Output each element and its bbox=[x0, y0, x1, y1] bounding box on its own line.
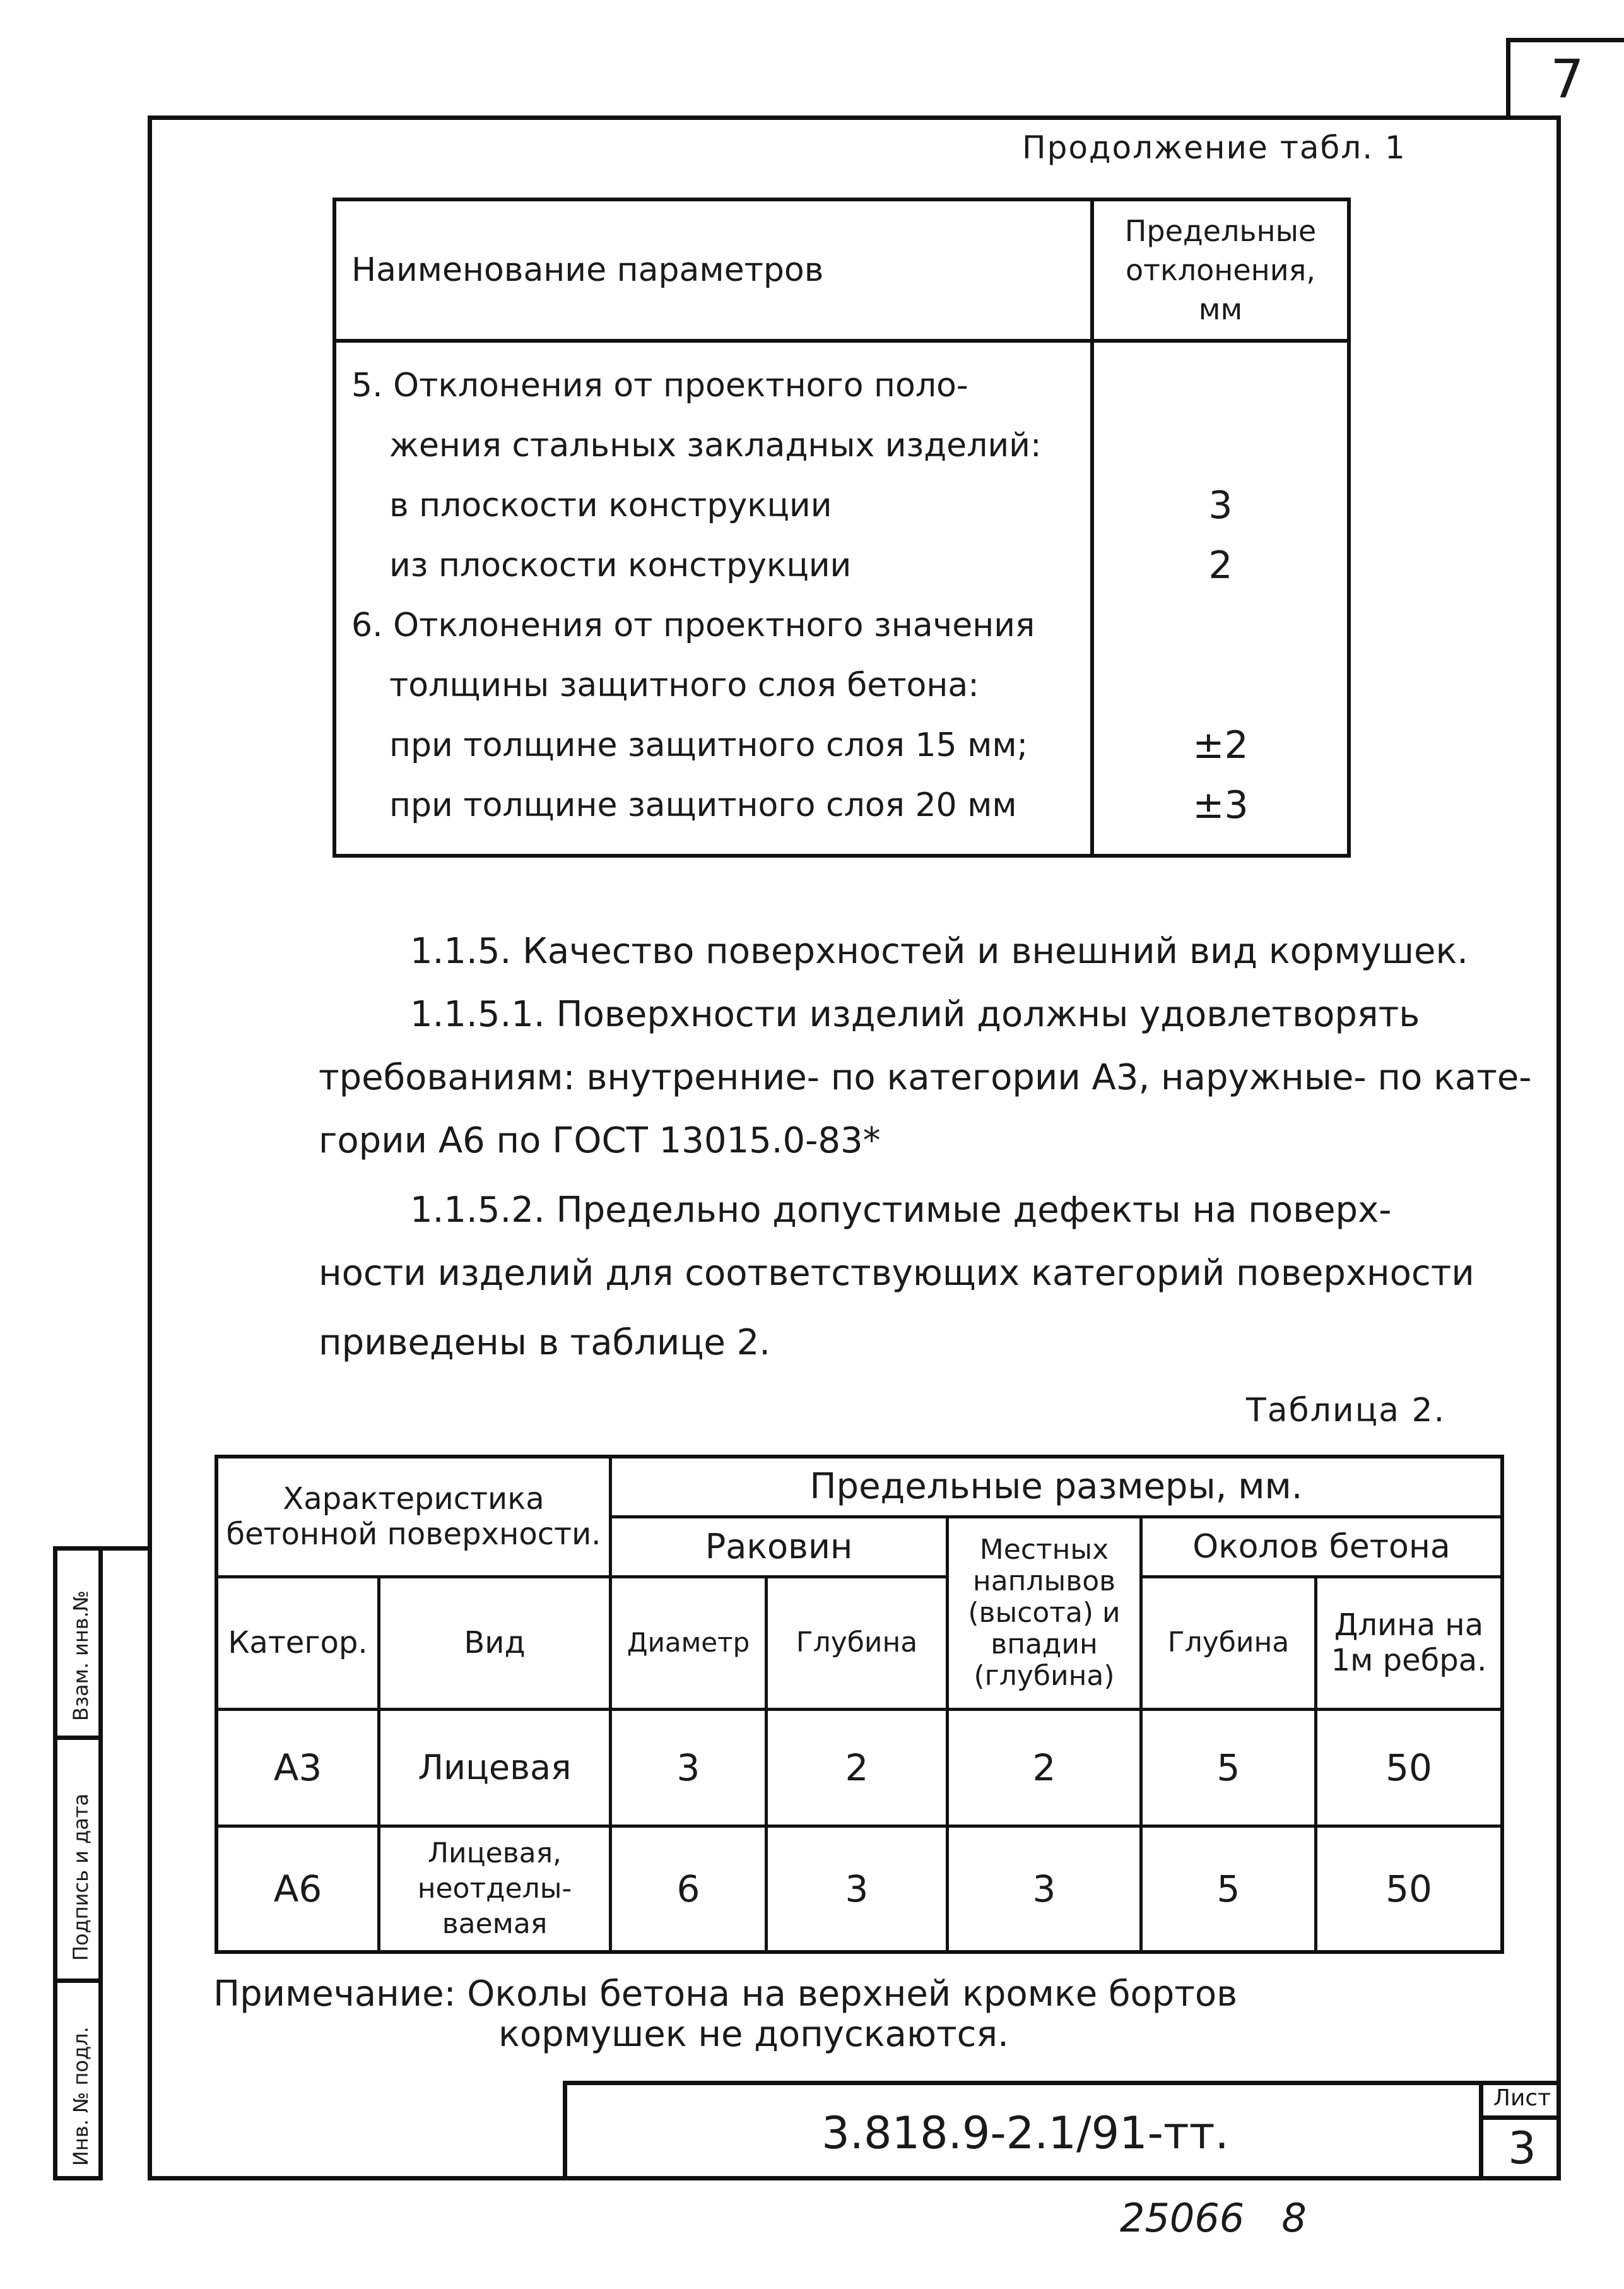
sidebar-cell-inv-orig bbox=[57, 1983, 103, 2180]
parameters-table bbox=[332, 198, 1351, 858]
cell-local: 2 bbox=[948, 1709, 1141, 1826]
header-diameter: Диаметр bbox=[611, 1576, 767, 1709]
document-code: 3.818.9-2.1/91-тт. bbox=[821, 2107, 1229, 2159]
table1-row-value: ±2 bbox=[1192, 723, 1249, 767]
paragraph-1-1-5-1: 1.1.5.1. Поверхности изделий должны удовлетворять bbox=[410, 994, 1420, 1035]
paragraph-line: требованиям: внутренние- по категории А3, наружные- по кате- bbox=[319, 1057, 1532, 1098]
table-row bbox=[216, 1709, 1502, 1826]
cell-local: 3 bbox=[948, 1826, 1141, 1952]
sidebar-stamp bbox=[53, 1546, 148, 2180]
header-chips: Околов бетона bbox=[1141, 1517, 1503, 1576]
sidebar-inv-orig: Инв. № подл. bbox=[69, 2026, 93, 2166]
cell-length: 50 bbox=[1316, 1826, 1503, 1952]
sidebar-cell-inv-replace bbox=[57, 1551, 103, 1740]
cell-category: А6 bbox=[216, 1826, 379, 1952]
header-length: Длина на 1м ребра. bbox=[1316, 1576, 1503, 1709]
paragraph-1-1-5-2: 1.1.5.2. Предельно допустимые дефекты на поверх- bbox=[410, 1190, 1392, 1231]
header-value-line: мм bbox=[1198, 292, 1243, 326]
sheet-box bbox=[1479, 2081, 1561, 2180]
sidebar-cell-sign-date bbox=[57, 1740, 103, 1983]
sidebar-inv-replace: Взам. инв.№ bbox=[69, 1590, 93, 1721]
cell-chip-depth: 5 bbox=[1141, 1826, 1316, 1952]
table1-row-text: 6. Отклонения от проектного значения bbox=[351, 606, 1035, 644]
header-category: Категор. bbox=[216, 1576, 379, 1709]
sheet-label: Лист bbox=[1483, 2081, 1561, 2120]
table1-row-value bbox=[1095, 595, 1346, 655]
header-depth: Глубина bbox=[767, 1576, 948, 1709]
table-row bbox=[216, 1826, 1502, 1952]
table1-row-text: жения стальных закладных изделий: bbox=[389, 426, 1042, 464]
header-value-line: отклонения, bbox=[1126, 253, 1315, 287]
header-characteristic: Характеристика бетонной поверхности. bbox=[216, 1457, 611, 1576]
cell-category: А3 bbox=[216, 1709, 379, 1826]
continuation-label: Продолжение табл. 1 bbox=[1022, 129, 1406, 166]
table1-row-value bbox=[1095, 415, 1346, 475]
header-name-text: Наименование параметров bbox=[351, 251, 824, 289]
table2-title: Таблица 2. bbox=[1246, 1392, 1446, 1429]
table1-row-value: 3 bbox=[1208, 483, 1233, 528]
cell-kind: Лицевая, неотделы-ваемая bbox=[379, 1826, 611, 1952]
cell-depth: 2 bbox=[767, 1709, 948, 1826]
paragraph-line: приведены в таблице 2. bbox=[319, 1322, 771, 1363]
cell-chip-depth: 5 bbox=[1141, 1709, 1316, 1826]
table1-value-column bbox=[1092, 341, 1349, 856]
table1-row-value bbox=[1095, 355, 1346, 415]
note-line-1: Примечание: Околы бетона на верхней кромке бортов bbox=[213, 1973, 1238, 2014]
header-value-line: Предельные bbox=[1124, 214, 1317, 248]
title-block bbox=[563, 2081, 1561, 2180]
cell-kind: Лицевая bbox=[379, 1709, 611, 1826]
sheet-number: 3 bbox=[1508, 2122, 1536, 2174]
table1-row-text: в плоскости конструкции bbox=[389, 486, 832, 524]
table1-row-value: ±3 bbox=[1192, 783, 1249, 827]
page-number: 7 bbox=[1506, 38, 1624, 115]
bottom-numbers: 25066 8 bbox=[1120, 2195, 1307, 2241]
paragraph-line: гории А6 по ГОСТ 13015.0-83* bbox=[319, 1120, 881, 1161]
header-chip-depth: Глубина bbox=[1141, 1576, 1316, 1709]
header-shells: Раковин bbox=[611, 1517, 948, 1576]
table1-header-name bbox=[334, 199, 1092, 341]
table1-text-column bbox=[334, 341, 1092, 856]
cell-diameter: 6 bbox=[611, 1826, 767, 1952]
table1-row-text: 5. Отклонения от проектного поло- bbox=[351, 366, 968, 405]
table1-row-text: толщины защитного слоя бетона: bbox=[389, 666, 979, 704]
paragraph-1-1-5: 1.1.5. Качество поверхностей и внешний вид кормушек. bbox=[410, 931, 1469, 972]
paragraph-line: ности изделий для соответствующих категорий поверхности bbox=[319, 1253, 1474, 1294]
header-limits: Предельные размеры, мм. bbox=[611, 1457, 1503, 1517]
cell-length: 50 bbox=[1316, 1709, 1503, 1826]
header-kind: Вид bbox=[379, 1576, 611, 1709]
table1-row-text: при толщине защитного слоя 15 мм; bbox=[389, 726, 1028, 764]
defects-table bbox=[215, 1455, 1504, 1954]
table1-row-value: 2 bbox=[1208, 543, 1233, 588]
note-line-2: кормушек не допускаются. bbox=[498, 2014, 1009, 2055]
sidebar-sign-date: Подпись и дата bbox=[69, 1793, 93, 1961]
cell-diameter: 3 bbox=[611, 1709, 767, 1826]
header-local: Местных наплывов (высота) и впадин (глубина) bbox=[948, 1517, 1141, 1709]
table1-row-text: из плоскости конструкции bbox=[389, 546, 852, 584]
table1-header-value bbox=[1092, 199, 1349, 341]
cell-depth: 3 bbox=[767, 1826, 948, 1952]
table1-row-text: при толщине защитного слоя 20 мм bbox=[389, 786, 1017, 824]
table1-row-value bbox=[1095, 655, 1346, 715]
